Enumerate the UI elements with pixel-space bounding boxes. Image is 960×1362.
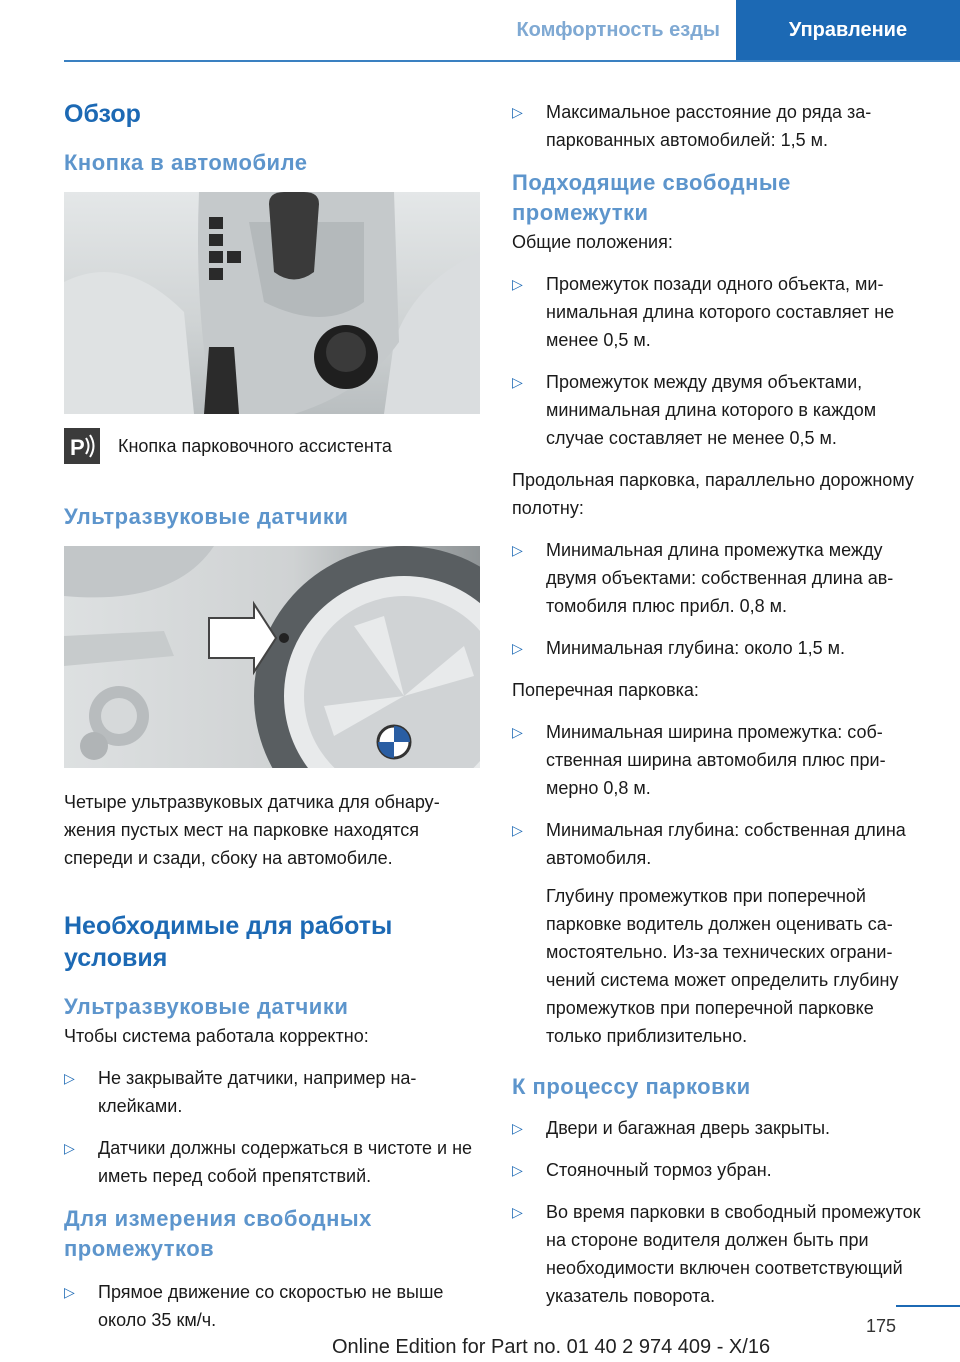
page-header: [0, 0, 960, 62]
triangle-bullet-icon: ▷: [512, 276, 523, 292]
triangle-bullet-icon: ▷: [512, 542, 523, 558]
measure-gaps-list: [64, 1278, 480, 1334]
conditions-heading: Необходимые для работы условия: [64, 912, 393, 972]
triangle-bullet-icon: ▷: [512, 374, 523, 390]
conditions-sensors-heading: Ультразвуковые датчики: [64, 994, 349, 1019]
general-intro: Общие положения:: [512, 232, 673, 252]
overview-heading: Обзор: [64, 100, 141, 128]
parking-process-heading: К процессу парковки: [512, 1074, 751, 1099]
perpendicular-list: [512, 718, 928, 872]
ultrasonic-sensors-heading: Ультразвуковые датчики: [64, 504, 349, 529]
parallel-intro: Продольная парковка, параллельно дорожному полотну:: [512, 470, 914, 518]
list-item: ▷ Максимальное расстояние до ряда запаркованных автомобилей: 1,5 м.: [512, 98, 928, 154]
general-list: [512, 270, 928, 452]
triangle-bullet-icon: ▷: [64, 1284, 75, 1300]
parallel-list: [512, 536, 928, 662]
list-item: ▷ Стояночный тормоз убран.: [512, 1156, 928, 1184]
button-in-car-heading: Кнопка в автомобиле: [64, 150, 308, 175]
page-number: 175: [865, 1316, 896, 1336]
svg-text:P: P: [70, 435, 85, 460]
triangle-bullet-icon: ▷: [512, 1120, 523, 1136]
list-item: ▷ Промежуток позади одного объекта, минимальная длина которого составляет не менее 0,5 м.: [512, 270, 928, 354]
triangle-bullet-icon: ▷: [512, 640, 523, 656]
list-item: ▷ Минимальная глубина: собственная длина автомобиля.: [512, 816, 928, 872]
triangle-bullet-icon: ▷: [512, 104, 523, 120]
parking-assist-icon: [64, 428, 100, 464]
perpendicular-intro: Поперечная парковка:: [512, 680, 699, 700]
conditions-intro: Чтобы система работала корректно:: [64, 1026, 369, 1046]
list-item: ▷ Минимальная ширина промежутка: собственная ширина автомобиля плюс примерно 0,8 м.: [512, 718, 928, 802]
suitable-gaps-heading: Подходящие свободные промежутки: [512, 170, 791, 225]
triangle-bullet-icon: ▷: [512, 724, 523, 740]
parking-process-list: [512, 1114, 928, 1310]
list-item: ▷ Промежуток между двумя объектами, минимальная длина которого в каждом случае составляет не менее 0,5 м.: [512, 368, 928, 452]
triangle-bullet-icon: ▷: [512, 1162, 523, 1178]
tab-controls[interactable]: Управление: [736, 0, 960, 60]
list-item: ▷ Не закрывайте датчики, например наклейками.: [64, 1064, 480, 1120]
measure-gaps-list-continued: [512, 98, 928, 154]
list-item: ▷ Минимальная глубина: около 1,5 м.: [512, 634, 928, 662]
triangle-bullet-icon: ▷: [64, 1070, 75, 1086]
footer-divider: [896, 1305, 960, 1307]
parking-assist-caption: [64, 428, 480, 464]
list-item: ▷ Двери и багажная дверь закрыты.: [512, 1114, 928, 1142]
console-illustration: [64, 192, 480, 414]
sensor-photo: [64, 546, 480, 768]
perpendicular-note: Глубину промежутков при поперечной парковке водитель должен оценивать самостоятельно. Из-за технических ограничений система может определить глубину промежутков при поперечной парковке только приблизительно.: [546, 886, 899, 1046]
list-item: ▷ Минимальная длина промежутка между двумя объектами: собственная длина автомобиля плюс прибл. 0,8 м.: [512, 536, 928, 620]
tab-comfort[interactable]: Комфортность езды: [516, 18, 720, 41]
triangle-bullet-icon: ▷: [512, 822, 523, 838]
triangle-bullet-icon: ▷: [64, 1140, 75, 1156]
conditions-sensors-list: [64, 1064, 480, 1190]
measure-gaps-heading: Для измерения свободных промежутков: [64, 1206, 372, 1261]
triangle-bullet-icon: ▷: [512, 1204, 523, 1220]
console-photo: [64, 192, 480, 414]
online-edition-note: Online Edition for Part no. 01 40 2 974 409 - X/16: [332, 1336, 771, 1358]
list-item: ▷ Датчики должны содержаться в чистоте и не иметь перед собой препятствий.: [64, 1134, 480, 1190]
caption-text: Кнопка парковочного ассистента: [118, 436, 392, 456]
right-column: [512, 98, 928, 1324]
list-item: ▷ Прямое движение со скоростью не выше около 35 км/ч.: [64, 1278, 480, 1334]
sensor-illustration: [64, 546, 480, 768]
list-item: ▷ Во время парковки в свободный промежуток на стороне водителя должен быть при необходимости включен соответствующий указатель поворота.: [512, 1198, 928, 1310]
left-column: [64, 98, 480, 1348]
sensors-description: Четыре ультразвуковых датчика для обнаружения пустых мест на парковке находятся спереди и сзади, сбоку на автомобиле.: [64, 792, 440, 868]
header-divider: [64, 60, 960, 62]
